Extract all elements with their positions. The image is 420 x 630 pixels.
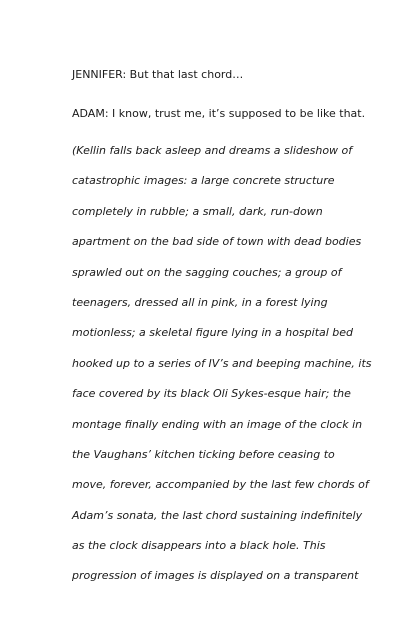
stage-direction-line: teenagers, dressed all in pink, in a forest lying (72, 295, 328, 309)
dialogue-line-adam: ADAM: I know, trust me, it’s supposed to be like that. (72, 107, 366, 120)
stage-direction-line: completely in rubble; a small, dark, run-down (72, 204, 323, 218)
stage-direction-line: motionless; a skeletal figure lying in a hospital bed (72, 326, 354, 340)
stage-direction-line: montage finally ending with an image of the clock in (72, 417, 363, 431)
stage-direction-line: the Vaughans’ kitchen ticking before ceasing to (72, 447, 335, 461)
stage-direction-line: (Kellin falls back asleep and dreams a slideshow of (72, 144, 353, 157)
stage-direction-line: move, forever, accompanied by the last few chords of (72, 478, 369, 492)
stage-direction-line: apartment on the bad side of town with dead bodies (72, 235, 362, 249)
stage-direction-line: sprawled out on the sagging couches; a group of (72, 265, 342, 279)
stage-direction-line: progression of images is displayed on a transparent (72, 569, 359, 583)
stage-direction-line: as the clock disappears into a black hole. This (72, 539, 326, 553)
dialogue-line-jennifer: JENNIFER: But that last chord… (72, 68, 244, 81)
stage-direction-line: face covered by its black Oli Sykes-esque hair; the (72, 387, 351, 401)
stage-direction-line: catastrophic images: a large concrete structure (72, 174, 335, 188)
stage-direction-line: Adam’s sonata, the last chord sustaining indefinitely (72, 508, 363, 522)
stage-direction-line: hooked up to a series of IV’s and beeping machine, its (72, 356, 372, 370)
stage-direction (72, 144, 372, 600)
